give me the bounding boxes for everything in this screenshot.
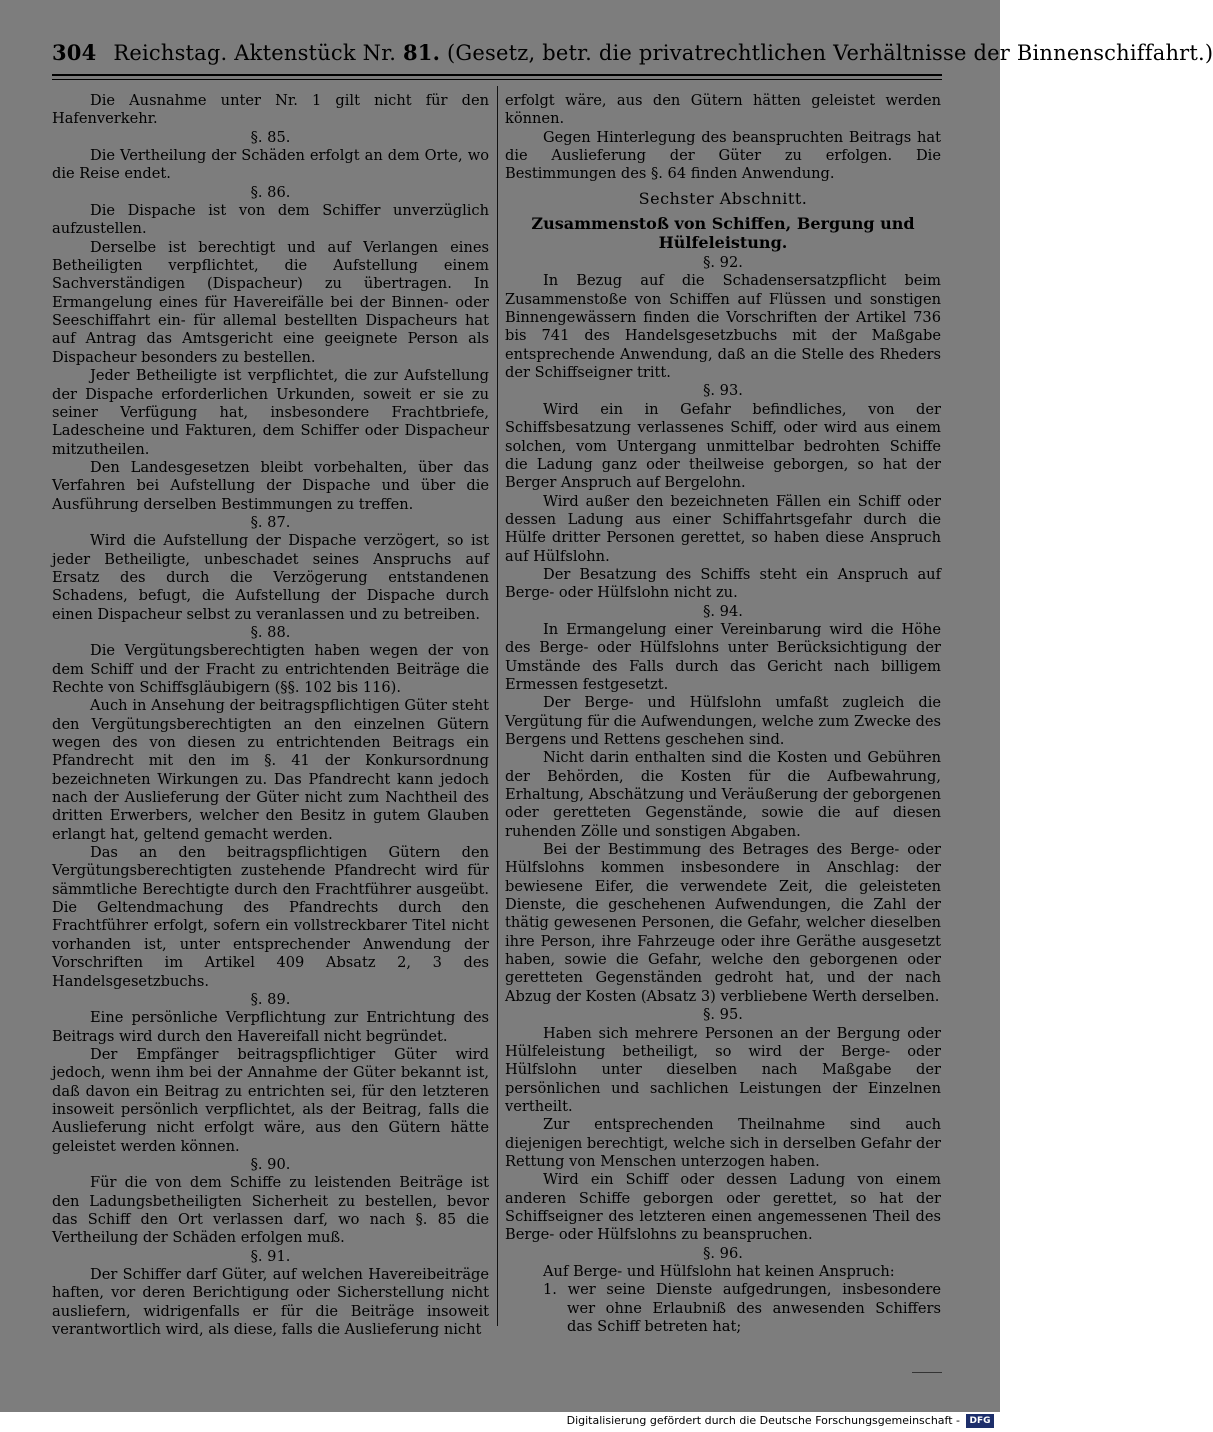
paragraph: Wird ein Schiff oder dessen Ladung von einem anderen Schiffe geborgen oder gerettet, so hat der Schiffseigner des letzteren einen angemessenen Theil des Berge- oder Hülfslohns zu beanspruchen. xyxy=(505,1171,941,1244)
paragraph-continuation: erfolgt wäre, aus den Gütern hätten geleistet werden können. xyxy=(505,92,941,128)
paragraph: Eine persönliche Verpflichtung zur Entrichtung des Beitrags wird durch den Havereifall nicht begründet. xyxy=(52,1009,489,1045)
paragraph: Wird die Aufstellung der Dispache verzögert, so ist jeder Betheiligte, unbeschadet seines Anspruchs auf Ersatz des durch die Verzögerung entstandenen Schadens, befugt, die Aufstellung der Dispache durch einen Dispacheur selbst zu veranlassen und zu betreiben. xyxy=(52,532,489,623)
paragraph: Auf Berge- und Hülfslohn hat keinen Anspruch: xyxy=(543,1262,895,1280)
page-number: 304 xyxy=(52,40,97,65)
paragraph: Bei der Bestimmung des Betrages des Berge- oder Hülfslohns kommen insbesondere in Anschlag: der bewiesene Eifer, die verwendete Zeit, die geleisteten Dienste, die geschehenen Aufwendungen, die Zahl der thätig gewesenen Personen, die Gefahr, welcher dieselben ihre Person, ihre Fahrzeuge oder ihre Geräthe ausgesetzt haben, sowie die Gefahr, welche den geborgenen oder geretteten Gegenständen gedroht hat, und der nach Abzug der Kosten (Absatz 3) verbliebene Werth derselben. xyxy=(505,841,941,1005)
section-heading: §. 85. xyxy=(250,128,291,146)
section-heading: §. 89. xyxy=(250,990,291,1008)
paragraph: Der Empfänger beitragspflichtiger Güter wird jedoch, wenn ihm bei der Annahme der Güter bekannt ist, daß davon ein Beitrag zu entrichten sei, für den letzteren insoweit persönlich verpflichtet, als der Beitrag, falls die Auslieferung nicht erfolgt wäre, aus den Gütern hätte geleistet werden können. xyxy=(52,1045,489,1155)
paragraph: Haben sich mehrere Personen an der Bergung oder Hülfeleistung betheiligt, so wird der Berge- oder Hülfslohn unter dieselben nach Maßgabe der persönlichen und sachlichen Leistungen der Einzelnen vertheilt. xyxy=(505,1024,941,1115)
section-heading: §. 88. xyxy=(250,623,291,641)
paragraph: Für die von dem Schiffe zu leistenden Beiträge ist den Ladungsbetheiligten Sicherheit zu bestellen, bevor das Schiff den Ort verlassen darf, wo nach §. 85 die Vertheilung der Schäden erfolgen muß. xyxy=(52,1174,489,1247)
section-heading: §. 87. xyxy=(250,513,291,531)
list-item: 1. wer seine Dienste aufgedrungen, insbesondere wer ohne Erlaubniß des anwesenden Schiffers das Schiff betreten hat; xyxy=(543,1281,941,1335)
paragraph: Die Dispache ist von dem Schiffer unverzüglich aufzustellen. xyxy=(52,202,489,238)
paragraph: Das an den beitragspflichtigen Gütern den Vergütungsberechtigten zustehende Pfandrecht wird für sämmtliche Berechtigte durch den Frachtführer ausgeübt. Die Geltendmachung des Pfandrechts durch den Frachtführer erfolgt, sofern ein vollstreckbarer Titel nicht vorhanden ist, unter entsprechender Anwendung der Vorschriften im Artikel 409 Absatz 2, 3 des Handelsgesetzbuchs. xyxy=(52,844,489,990)
page-header xyxy=(52,40,1213,70)
funding-note: Digitalisierung gefördert durch die Deutsche Forschungsgemeinschaft - xyxy=(566,1414,960,1427)
paragraph: In Bezug auf die Schadensersatzpflicht beim Zusammenstoße von Schiffen auf Flüssen und sonstigen Binnengewässern finden die Vorschriften der Artikel 736 bis 741 des Handelsgesetzbuchs mit der Maßgabe entsprechende Anwendung, daß an die Stelle des Rheders der Schiffseigner tritt. xyxy=(505,272,941,382)
paragraph: Der Schiffer darf Güter, auf welchen Havereibeiträge haften, vor deren Berichtigung oder Sicherstellung nicht ausliefern, widrigenfalls er für die Beiträge insoweit verantwortlich wird, als diese, falls die Auslieferung nicht xyxy=(52,1266,489,1339)
chapter-title: Zusammenstoß von Schiffen, Bergung und Hülfeleistung. xyxy=(531,214,915,253)
header-rule-bottom xyxy=(52,79,942,80)
paragraph: Der Besatzung des Schiffs steht ein Anspruch auf Berge- oder Hülfslohn nicht zu. xyxy=(505,565,941,602)
section-heading: §. 96. xyxy=(703,1244,743,1262)
paragraph: Die Ausnahme unter Nr. 1 gilt nicht für den Hafenverkehr. xyxy=(52,92,489,128)
section-heading: §. 93. xyxy=(703,382,743,400)
paragraph: Zur entsprechenden Theilnahme sind auch diejenigen berechtigt, welche sich in derselben Gefahr der Rettung von Menschen unterzogen haben. xyxy=(505,1116,941,1170)
section-heading: §. 86. xyxy=(250,183,291,201)
paragraph: Auch in Ansehung der beitragspflichtigen Güter steht den Vergütungsberechtigten an den einzelnen Gütern wegen des von diesen zu entrichtenden Beitrags ein Pfandrecht mit den im §. 41 der Konkursordnung bezeichneten Wirkungen zu. Das Pfandrecht kann jedoch nach der Auslieferung der Güter nicht zum Nachtheil des dritten Erwerbers, welcher den Besitz in gutem Glauben erlangt hat, geltend gemacht werden. xyxy=(52,697,489,843)
section-heading: §. 90. xyxy=(250,1155,291,1173)
paragraph: Gegen Hinterlegung des beanspruchten Beitrags hat die Auslieferung der Güter zu erfolgen. Die Bestimmungen des §. 64 finden Anwendung. xyxy=(505,128,941,183)
section-heading: §. 95. xyxy=(703,1006,743,1024)
paragraph: Wird außer den bezeichneten Fällen ein Schiff oder dessen Ladung aus einer Schiffahrtsgefahr durch die Hülfe dritter Personen gerettet, so haben diese Anspruch auf Hülfslohn. xyxy=(505,492,941,565)
document-number: 81. xyxy=(402,40,441,65)
header-rule-top xyxy=(52,74,942,76)
left-column xyxy=(52,92,489,1339)
paragraph: Wird ein in Gefahr befindliches, von der Schiffsbesatzung verlassenes Schiff, oder wird aus einem solchen, vom Untergang unmittelbar bedrohten Schiffe die Ladung ganz oder theilweise geborgen, so hat der Berger Anspruch auf Bergelohn. xyxy=(505,400,941,492)
paragraph: Den Landesgesetzen bleibt vorbehalten, über das Verfahren bei Aufstellung der Dispache und über die Ausführung derselben Bestimmungen zu treffen. xyxy=(52,458,489,513)
header-title: Reichstag. Aktenstück Nr. xyxy=(113,41,397,65)
header-subject: (Gesetz, betr. die privatrechtlichen Verhältnisse der Binnenschiffahrt.) xyxy=(447,41,1213,65)
right-column xyxy=(505,92,941,1336)
section-heading: §. 92. xyxy=(703,254,743,272)
chapter-heading: Sechster Abschnitt. xyxy=(638,188,808,208)
paragraph: Nicht darin enthalten sind die Kosten und Gebühren der Behörden, die Kosten für die Aufbewahrung, Erhaltung, Abschätzung und Veräußerung der geborgenen oder geretteten Gegenstände, sowie die auf diesen ruhenden Zölle und sonstigen Abgaben. xyxy=(505,749,941,840)
section-heading: §. 91. xyxy=(250,1247,291,1265)
footer xyxy=(0,1412,1000,1432)
dfg-logo: DFG xyxy=(966,1414,994,1428)
paragraph: Der Berge- und Hülfslohn umfaßt zugleich die Vergütung für die Aufwendungen, welche zum Zwecke des Bergens und Rettens geschehen sind. xyxy=(505,694,941,748)
section-heading: §. 94. xyxy=(703,602,743,620)
paragraph: Die Vergütungsberechtigten haben wegen der von dem Schiff und der Fracht zu entrichtenden Beiträge die Rechte von Schiffsgläubigern (§§. 102 bis 116). xyxy=(52,642,489,696)
paragraph: Jeder Betheiligte ist verpflichtet, die zur Aufstellung der Dispache erforderlichen Urkunden, soweit er sie zu seiner Verfügung hat, insbesondere Frachtbriefe, Ladescheine und Fakturen, dem Schiffer oder Dispacheur mitzutheilen. xyxy=(52,367,489,458)
paragraph: Derselbe ist berechtigt und auf Verlangen eines Betheiligten verpflichtet, die Aufstellung einem Sachverständigen (Dispacheur) zu übertragen. In Ermangelung eines für Havereifälle bei der Binnen- oder Seeschiffahrt ein- für allemal bestellten Dispacheurs hat auf Antrag das Amtsgericht eine geeignete Person als Dispacheur besonders zu bestellen. xyxy=(52,238,489,366)
scan-mark xyxy=(912,1372,942,1373)
column-divider xyxy=(497,86,498,1326)
paragraph: Die Vertheilung der Schäden erfolgt an dem Orte, wo die Reise endet. xyxy=(52,147,489,183)
paragraph: In Ermangelung einer Vereinbarung wird die Höhe des Berge- oder Hülfslohns unter Berücksichtigung der Umstände des Falls durch das Gericht nach billigem Ermessen festgesetzt. xyxy=(505,620,941,693)
